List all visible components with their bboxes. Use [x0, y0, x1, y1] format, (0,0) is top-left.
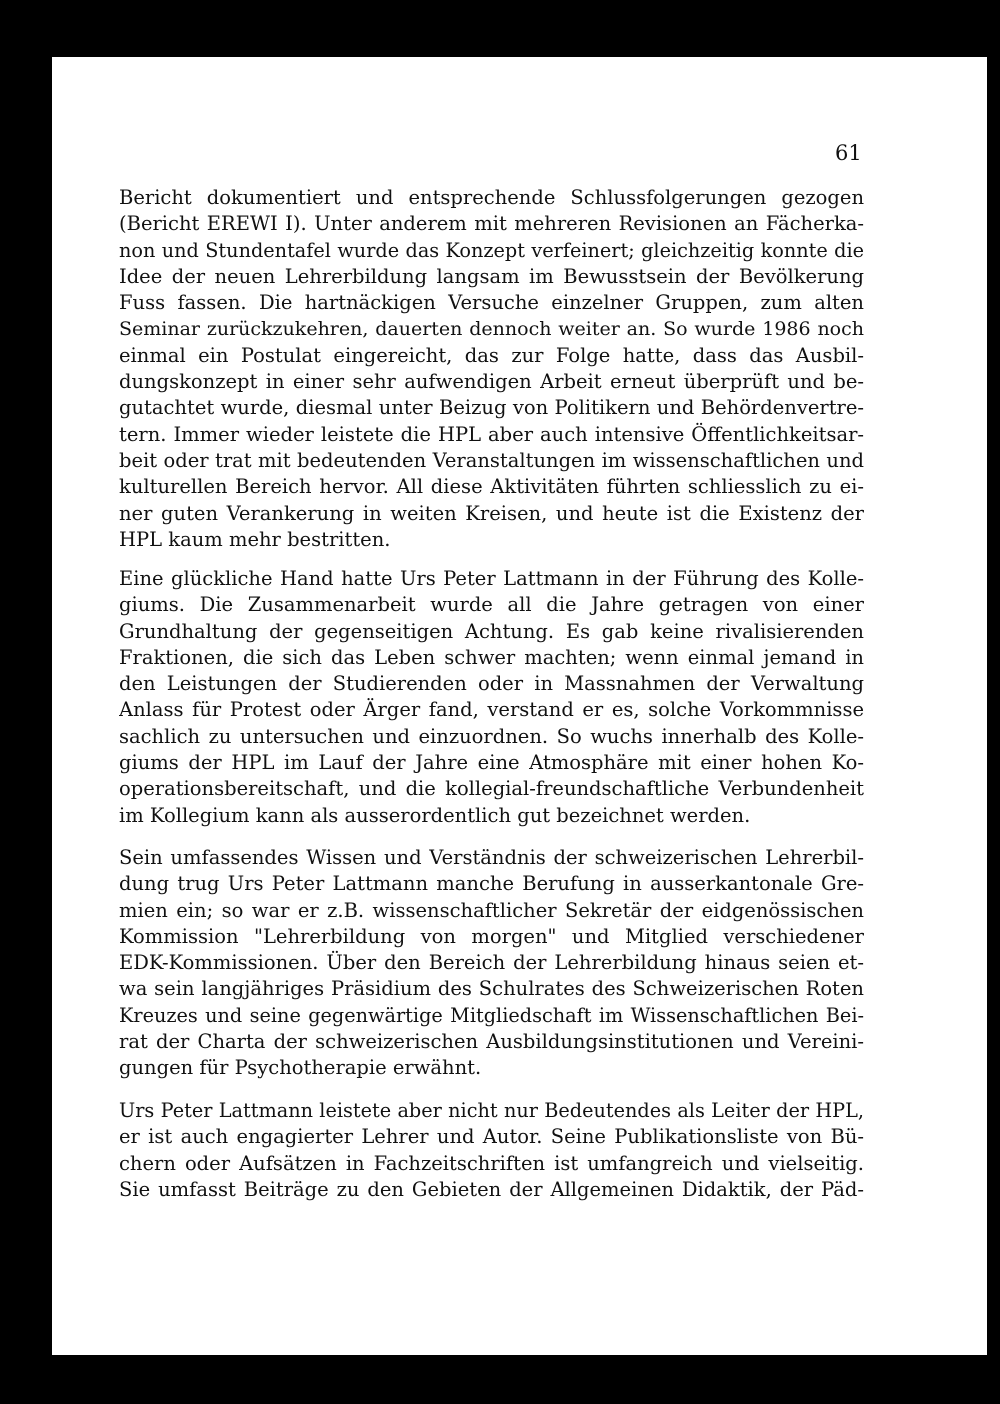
- text-line: operationsbereitschaft, und die kollegial-freundschaftliche Verbundenheit: [119, 777, 864, 801]
- text-line: er ist auch engagierter Lehrer und Autor. Seine Publikationsliste von Bü-: [119, 1125, 864, 1149]
- paragraph-2: [119, 566, 864, 829]
- text-line: wa sein langjähriges Präsidium des Schulrates des Schweizerischen Roten: [119, 977, 864, 1001]
- text-line: Sie umfasst Beiträge zu den Gebieten der Allgemeinen Didaktik, der Päd-: [119, 1177, 864, 1201]
- text-line: non und Stundentafel wurde das Konzept verfeinert; gleichzeitig konnte die: [119, 238, 864, 262]
- text-line: giums der HPL im Lauf der Jahre eine Atmosphäre mit einer hohen Ko-: [119, 751, 864, 775]
- text-line: kulturellen Bereich hervor. All diese Aktivitäten führten schliesslich zu ei-: [119, 475, 864, 499]
- text-line: rat der Charta der schweizerischen Ausbildungsinstitutionen und Vereini-: [119, 1030, 864, 1054]
- text-line: (Bericht EREWI I). Unter anderem mit mehreren Revisionen an Fächerka-: [119, 212, 864, 236]
- text-line: tern. Immer wieder leistete die HPL aber auch intensive Öffentlichkeitsar-: [119, 422, 864, 446]
- paragraph-3: [119, 845, 864, 1082]
- scan-artifact-mark: [46, 1147, 50, 1154]
- text-line: ner guten Verankerung in weiten Kreisen, und heute ist die Existenz der: [119, 501, 864, 525]
- text-line: Anlass für Protest oder Ärger fand, verstand er es, solche Vorkommnisse: [119, 698, 864, 722]
- text-line: dung trug Urs Peter Lattmann manche Berufung in ausserkantonale Gre-: [119, 872, 864, 896]
- text-line: Fraktionen, die sich das Leben schwer machten; wenn einmal jemand in: [119, 645, 864, 669]
- text-line: Kommission "Lehrerbildung von morgen" und Mitglied verschiedener: [119, 924, 864, 948]
- text-line: dungskonzept in einer sehr aufwendigen Arbeit erneut überprüft und be-: [119, 370, 864, 394]
- text-line: Fuss fassen. Die hartnäckigen Versuche einzelner Gruppen, zum alten: [119, 291, 864, 315]
- text-line: mien ein; so war er z.B. wissenschaftlicher Sekretär der eidgenössischen: [119, 898, 864, 922]
- text-line: EDK-Kommissionen. Über den Bereich der Lehrerbildung hinaus seien et-: [119, 951, 864, 975]
- text-line: Urs Peter Lattmann leistete aber nicht nur Bedeutendes als Leiter der HPL,: [119, 1099, 864, 1122]
- text-line: gutachtet wurde, diesmal unter Beizug von Politikern und Behördenvertre-: [119, 396, 864, 420]
- paragraph-4: [119, 1098, 864, 1203]
- text-line: einmal ein Postulat eingereicht, das zur Folge hatte, dass das Ausbil-: [119, 343, 864, 367]
- text-line: Grundhaltung der gegenseitigen Achtung. Es gab keine rivalisierenden: [119, 619, 864, 643]
- page-number: 61: [835, 141, 862, 165]
- text-line: Sein umfassendes Wissen und Verständnis der schweizerischen Lehrerbil-: [119, 846, 864, 869]
- text-line: chern oder Aufsätzen in Fachzeitschriften ist umfangreich und vielseitig.: [119, 1151, 864, 1175]
- text-line: Eine glückliche Hand hatte Urs Peter Lattmann in der Führung des Kolle-: [119, 567, 864, 590]
- text-line: Seminar zurückzukehren, dauerten dennoch weiter an. So wurde 1986 noch: [119, 318, 864, 341]
- text-line: HPL kaum mehr bestritten.: [119, 527, 391, 551]
- text-line: beit oder trat mit bedeutenden Veranstaltungen im wissenschaftlichen und: [119, 448, 864, 472]
- text-line: Bericht dokumentiert und entsprechende Schlussfolgerungen gezogen: [119, 186, 864, 209]
- text-line: Idee der neuen Lehrerbildung langsam im Bewusstsein der Bevölkerung: [119, 264, 864, 288]
- text-line: giums. Die Zusammenarbeit wurde all die Jahre getragen von einer: [119, 593, 864, 617]
- paragraph-1: [119, 185, 864, 553]
- text-line: den Leistungen der Studierenden oder in Massnahmen der Verwaltung: [119, 672, 864, 696]
- text-line: Kreuzes und seine gegenwärtige Mitgliedschaft im Wissenschaftlichen Bei-: [119, 1003, 864, 1027]
- text-line: gungen für Psychotherapie erwähnt.: [119, 1056, 482, 1080]
- text-line: im Kollegium kann als ausserordentlich gut bezeichnet werden.: [119, 803, 751, 827]
- text-line: sachlich zu untersuchen und einzuordnen. So wuchs innerhalb des Kolle-: [119, 724, 864, 748]
